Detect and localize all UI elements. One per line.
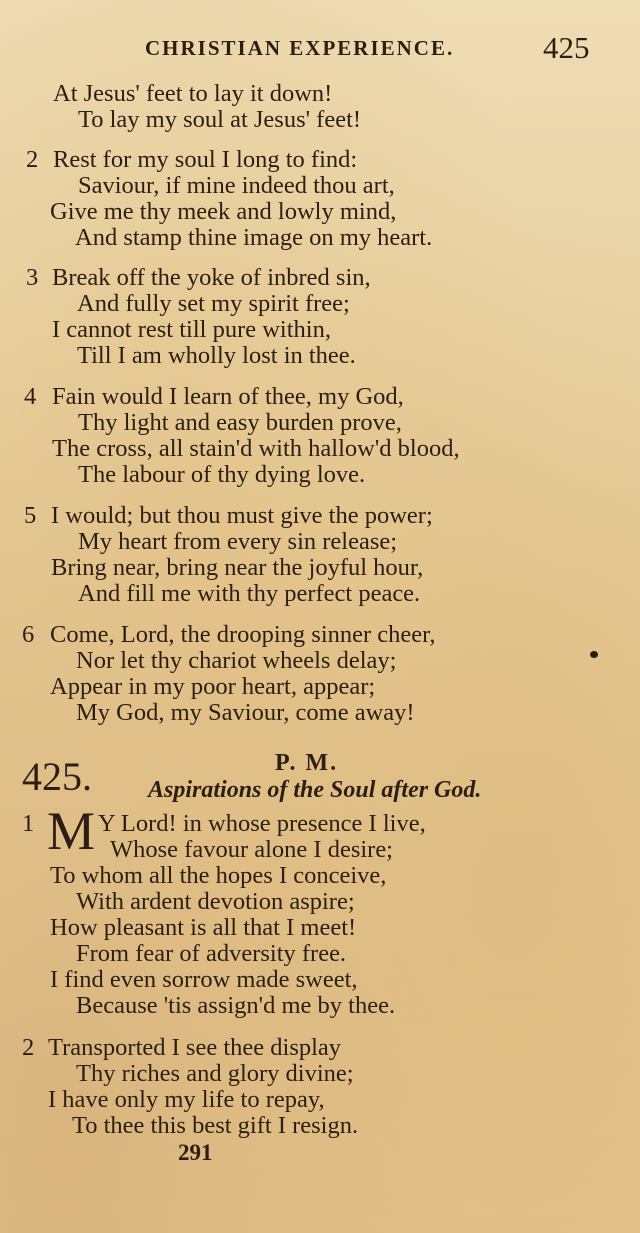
hymn-number: 425. (22, 754, 92, 799)
signature-mark: 291 (178, 1140, 213, 1165)
verse-line: Y Lord! in whose presence I live, (98, 810, 426, 837)
running-header: CHRISTIAN EXPERIENCE. (145, 36, 455, 60)
verse-line: Nor let thy chariot wheels delay; (76, 647, 397, 674)
verse-line: Fain would I learn of thee, my God, (52, 383, 404, 410)
verse-line: At Jesus' feet to lay it down! (53, 80, 333, 107)
verse-line: I cannot rest till pure within, (52, 316, 331, 343)
verse-line: Thy riches and glory divine; (76, 1060, 354, 1087)
verse-line: To thee this best gift I resign. (72, 1112, 359, 1139)
ink-speck (590, 651, 598, 658)
verse-line: I would; but thou must give the power; (51, 502, 433, 529)
stanza-number: 2 (22, 1034, 35, 1061)
verse-line: Break off the yoke of inbred sin, (52, 264, 371, 291)
verse-line: Bring near, bring near the joyful hour, (51, 554, 424, 581)
verse-line: To lay my soul at Jesus' feet! (78, 106, 362, 133)
verse-line: Come, Lord, the drooping sinner cheer, (50, 621, 436, 648)
drop-cap: M (47, 801, 96, 861)
stanza-number: 3 (26, 264, 39, 291)
verse-line: My God, my Saviour, come away! (76, 699, 415, 726)
verse-line: From fear of adversity free. (76, 940, 347, 967)
verse-line: And fill me with thy perfect peace. (78, 580, 421, 607)
verse-line: I have only my life to repay, (48, 1086, 325, 1113)
verse-line: Thy light and easy burden prove, (78, 409, 402, 436)
verse-line: To whom all the hopes I conceive, (50, 862, 387, 889)
verse-line: With ardent devotion aspire; (76, 888, 355, 915)
verse-line: How pleasant is all that I meet! (50, 914, 357, 941)
verse-line: Rest for my soul I long to find: (53, 146, 358, 173)
stanza-number: 1 (22, 810, 35, 837)
stanza-number: 6 (22, 621, 35, 648)
verse-line: The labour of thy dying love. (78, 461, 366, 488)
verse-line: Transported I see thee display (48, 1034, 342, 1061)
verse-line: Whose favour alone I desire; (110, 836, 393, 863)
verse-line: I find even sorrow made sweet, (50, 966, 358, 993)
verse-line: Appear in my poor heart, appear; (50, 673, 376, 700)
verse-line: Give me thy meek and lowly mind, (50, 198, 397, 225)
verse-line: And fully set my spirit free; (77, 290, 350, 317)
verse-line: Till I am wholly lost in thee. (77, 342, 356, 369)
verse-line: Saviour, if mine indeed thou art, (78, 172, 395, 199)
verse-line: Because 'tis assign'd me by thee. (76, 992, 396, 1019)
verse-line: The cross, all stain'd with hallow'd blood, (52, 435, 460, 462)
stanza-number: 4 (24, 383, 37, 410)
verse-line: And stamp thine image on my heart. (75, 224, 433, 251)
hymn-title: Aspirations of the Soul after God. (148, 777, 482, 803)
stanza-number: 5 (24, 502, 37, 529)
hymn-meter: P. M. (275, 750, 339, 776)
page-number: 425 (543, 30, 590, 65)
verse-line: My heart from every sin release; (78, 528, 398, 555)
stanza-number: 2 (26, 146, 39, 173)
